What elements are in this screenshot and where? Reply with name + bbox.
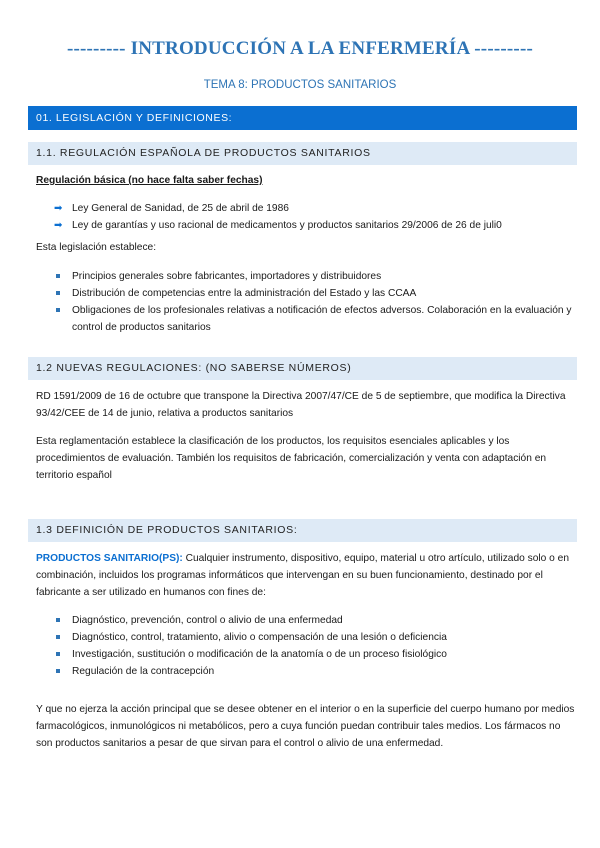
list-item bbox=[54, 612, 574, 629]
topic-subtitle: TEMA 8: PRODUCTOS SANITARIOS bbox=[203, 79, 397, 91]
subsection-heading-1-3: 1.3 DEFINICIÓN DE PRODUCTOS SANITARIOS: bbox=[28, 519, 577, 542]
ps-closing-paragraph: Y que no ejerza la acción principal que se desee obtener en el interior o en la superficie del cuerpo humano por medios farmacológicos, inmunológicos ni metabólicos, pero a cuya función puedan contribuir tales medios. Los fármacos no son productos sanitarios a pesar de que sirvan para el control o alivio de una enfermedad. bbox=[36, 704, 575, 749]
list-item bbox=[54, 663, 574, 680]
law-text: Ley de garantías y uso racional de medicamentos y productos sanitarios 29/2006 de 26 de juli0 bbox=[72, 220, 502, 231]
legislation-intro: Esta legislación establece: bbox=[36, 242, 157, 253]
ps-definition-paragraph bbox=[36, 550, 576, 601]
legislation-items-list bbox=[54, 268, 574, 336]
laws-list bbox=[54, 200, 574, 234]
ps-definition-text: Cualquier instrumento, dispositivo, equipo, material u otro artículo, utilizado solo o en combinación, incluidos los programas informáticos que intervengan en su buen funcionamiento, destinado por el fabricante a ser utilizado en humanos con fines de: bbox=[36, 553, 569, 598]
square-bullet-icon bbox=[56, 669, 60, 673]
list-item bbox=[54, 629, 574, 646]
square-bullet-icon bbox=[56, 308, 60, 312]
regulation-paragraph-1: RD 1591/2009 de 16 de octubre que transpone la Directiva 2007/47/CE de 5 de septiembre, que modifica la Directiva 93/42/CEE de 14 de junio, relativa a productos sanitarios bbox=[36, 391, 566, 419]
arrow-right-icon: ➡ bbox=[54, 203, 63, 214]
subsection-heading-1-1: 1.1. REGULACIÓN ESPAÑOLA DE PRODUCTOS SANITARIOS bbox=[28, 142, 577, 165]
purpose-text: Diagnóstico, prevención, control o alivio de una enfermedad bbox=[72, 615, 343, 626]
law-text: Ley General de Sanidad, de 25 de abril de 1986 bbox=[72, 203, 289, 214]
square-bullet-icon bbox=[56, 291, 60, 295]
purpose-text: Investigación, sustitución o modificación de la anatomía o de un proceso fisiológico bbox=[72, 649, 447, 660]
purpose-text: Regulación de la contracepción bbox=[72, 666, 215, 677]
item-text: Principios generales sobre fabricantes, importadores y distribuidores bbox=[72, 271, 382, 282]
arrow-right-icon: ➡ bbox=[54, 220, 63, 231]
list-item bbox=[54, 302, 574, 336]
square-bullet-icon bbox=[56, 652, 60, 656]
square-bullet-icon bbox=[56, 635, 60, 639]
document-title: --------- INTRODUCCIÓN A LA ENFERMERÍA --------- bbox=[66, 38, 534, 59]
list-item bbox=[54, 285, 574, 302]
purpose-text: Diagnóstico, control, tratamiento, alivio o compensación de una lesión o deficiencia bbox=[72, 632, 447, 643]
item-text: Distribución de competencias entre la administración del Estado y las CCAA bbox=[72, 288, 417, 299]
list-item bbox=[54, 200, 574, 217]
basic-regulation-label bbox=[36, 172, 576, 189]
basic-regulation-text: Regulación básica (no hace falta saber fechas) bbox=[36, 175, 263, 186]
subsection-heading-1-2: 1.2 NUEVAS REGULACIONES: (NO SABERSE NÚMEROS) bbox=[28, 357, 577, 380]
section-heading-legislacion: 01. LEGISLACIÓN Y DEFINICIONES: bbox=[28, 106, 577, 130]
item-text: Obligaciones de los profesionales relativas a notificación de efectos adversos. Colaboración en la evaluación y control de productos sanitarios bbox=[72, 305, 572, 333]
list-item bbox=[54, 217, 574, 234]
square-bullet-icon bbox=[56, 274, 60, 278]
list-item bbox=[54, 268, 574, 285]
ps-term: PRODUCTOS SANITARIO(PS): bbox=[36, 553, 183, 564]
regulation-paragraph-2: Esta reglamentación establece la clasificación de los productos, los requisitos esenciales aplicables y los procedimientos de evaluación. También los requisitos de fabricación, comercialización y venta con adaptación en territorio español bbox=[36, 436, 547, 481]
list-item bbox=[54, 646, 574, 663]
square-bullet-icon bbox=[56, 618, 60, 622]
ps-purposes-list bbox=[54, 612, 574, 680]
